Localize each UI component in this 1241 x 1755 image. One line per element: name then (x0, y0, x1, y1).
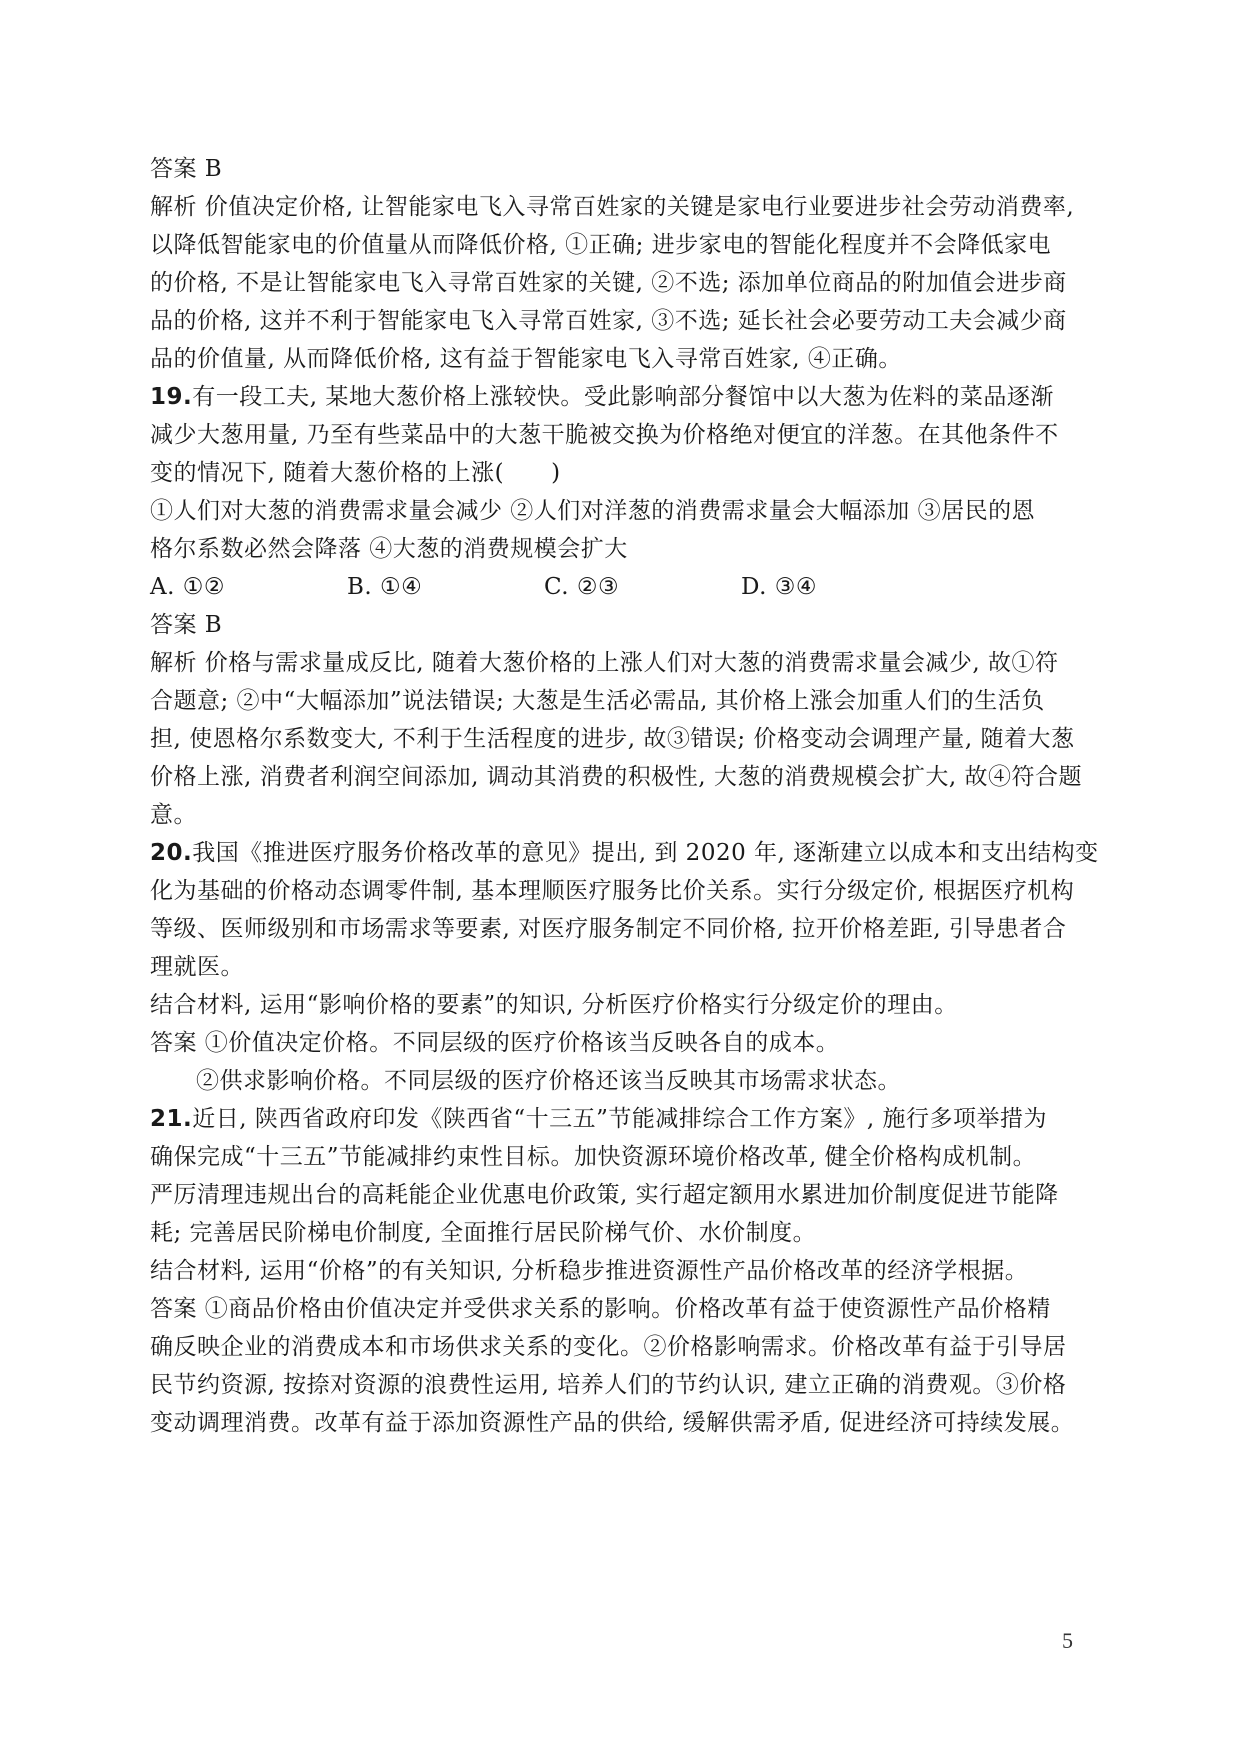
text-line: 品的价格, 这并不利于智能家电飞入寻常百姓家, ③不选; 延长社会必要劳动工夫会减少商 (150, 308, 1067, 334)
text-line: 等级、医师级别和市场需求等要素, 对医疗服务制定不同价格, 拉开价格差距, 引导患者合 (150, 916, 1067, 942)
question-text: 有一段工夫, 某地大葱价格上涨较快。受此影响部分餐馆中以大葱为佐料的菜品逐渐 (192, 384, 1054, 410)
text-line: ①人们对大葱的消费需求量会减少 ②人们对洋葱的消费需求量会大幅添加 ③居民的恩 (150, 498, 1036, 524)
text-line (150, 1100, 1100, 1138)
text-line: 变动调理消费。改革有益于添加资源性产品的供给, 缓解供需矛盾, 促进经济可持续发展。 (150, 1410, 1075, 1436)
text-line: 化为基础的价格动态调零件制, 基本理顺医疗服务比价关系。实行分级定价, 根据医疗机构 (150, 878, 1075, 904)
question-number: 19. (150, 384, 193, 410)
text-line: 答案 B (150, 612, 223, 638)
text-line: 结合材料, 运用“影响价格的要素”的知识, 分析医疗价格实行分级定价的理由。 (150, 992, 958, 1018)
text-block (150, 606, 1100, 644)
option-item: A. ①② (150, 574, 225, 600)
text-line: 减少大葱用量, 乃至有些菜品中的大葱干脆被交换为价格绝对便宜的洋葱。在其他条件不 (150, 422, 1059, 448)
text-line: 意。 (150, 802, 197, 828)
text-line: 的价格, 不是让智能家电飞入寻常百姓家的关键, ②不选; 添加单位商品的附加值会进步商 (150, 270, 1067, 296)
question-text: 近日, 陕西省政府印发《陕西省“十三五”节能减排综合工作方案》, 施行多项举措为 (192, 1106, 1048, 1132)
page-number: 5 (1062, 1628, 1073, 1653)
text-line (150, 378, 1100, 416)
option-item: B. ①④ (347, 574, 423, 600)
text-line: 答案 ①商品价格由价值决定并受供求关系的影响。价格改革有益于使资源性产品价格精 (150, 1296, 1051, 1322)
text-line: ②供求影响价格。不同层级的医疗价格还该当反映其市场需求状态。 (196, 1068, 901, 1094)
text-line: 格尔系数必然会降落 ④大葱的消费规模会扩大 (150, 536, 628, 562)
option-item: D. ③④ (741, 574, 817, 600)
question-number: 20. (150, 840, 193, 866)
text-line: 以降低智能家电的价值量从而降低价格, ①正确; 进步家电的智能化程度并不会降低家电 (150, 232, 1052, 258)
text-block (150, 150, 1100, 188)
option-item: C. ②③ (544, 574, 620, 600)
text-block (150, 1062, 1100, 1100)
text-line: 变的情况下, 随着大葱价格的上涨( ) (150, 460, 561, 486)
text-line: 解析 价格与需求量成反比, 随着大葱价格的上涨人们对大葱的消费需求量会减少, 故①符 (150, 650, 1059, 676)
text-line: 担, 使恩格尔系数变大, 不利于生活程度的进步, 故③错误; 价格变动会调理产量, 随着大葱 (150, 726, 1075, 752)
text-block (150, 188, 1100, 378)
text-line: 民节约资源, 按捺对资源的浪费性运用, 培养人们的节约认识, 建立正确的消费观。③价格 (150, 1372, 1067, 1398)
document-body (150, 150, 1100, 1442)
text-line: 耗; 完善居民阶梯电价制度, 全面推行居民阶梯气价、水价制度。 (150, 1220, 817, 1246)
question-block (150, 1100, 1100, 1290)
text-line: 确反映企业的消费成本和市场供求关系的变化。②价格影响需求。价格改革有益于引导居 (150, 1334, 1067, 1360)
text-line: 品的价值量, 从而降低价格, 这有益于智能家电飞入寻常百姓家, ④正确。 (150, 346, 902, 372)
text-line: 结合材料, 运用“价格”的有关知识, 分析稳步推进资源性产品价格改革的经济学根据。 (150, 1258, 1029, 1284)
text-line: 严厉清理违规出台的高耗能企业优惠电价政策, 实行超定额用水累进加价制度促进节能降 (150, 1182, 1059, 1208)
text-line: 答案 B (150, 156, 223, 182)
question-block (150, 834, 1100, 1024)
text-block (150, 1024, 1100, 1062)
question-number: 21. (150, 1106, 193, 1132)
text-line (150, 834, 1100, 872)
text-line: 解析 价值决定价格, 让智能家电飞入寻常百姓家的关键是家电行业要进步社会劳动消费率, (150, 194, 1075, 220)
text-block (150, 1290, 1100, 1442)
text-line: 理就医。 (150, 954, 244, 980)
text-line: 确保完成“十三五”节能减排约束性目标。加快资源环境价格改革, 健全价格构成机制。 (150, 1144, 1037, 1170)
question-text: 我国《推进医疗服务价格改革的意见》提出, 到 2020 年, 逐渐建立以成本和支出结构变 (192, 840, 1099, 866)
text-block (150, 644, 1100, 834)
options-row (150, 568, 1100, 606)
text-line: 合题意; ②中“大幅添加”说法错误; 大葱是生活必需品, 其价格上涨会加重人们的生活负 (150, 688, 1045, 714)
text-line: 答案 ①价值决定价格。不同层级的医疗价格该当反映各自的成本。 (150, 1030, 840, 1056)
text-line: 价格上涨, 消费者利润空间添加, 调动其消费的积极性, 大葱的消费规模会扩大, 故④符合题 (150, 764, 1082, 790)
question-block (150, 378, 1100, 568)
options-row-block (150, 568, 1100, 606)
